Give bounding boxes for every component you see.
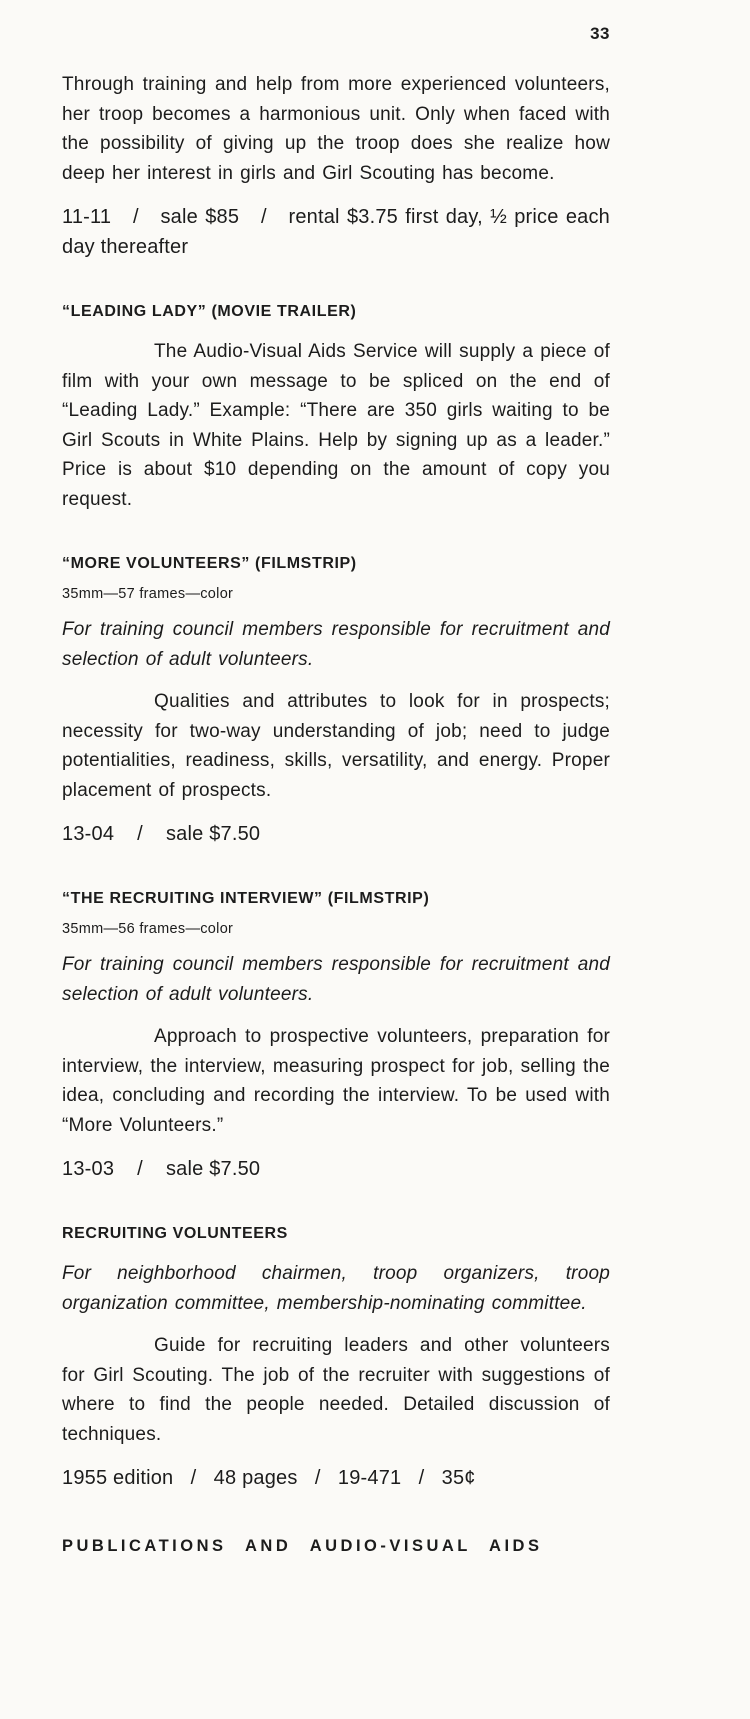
- section-more-volunteers: [62, 554, 610, 849]
- section-heading: RECRUITING VOLUNTEERS: [62, 1225, 288, 1242]
- catalog-price-line: 1955 edition / 48 pages / 19-471 / 35¢: [62, 1467, 476, 1489]
- audience-note: For neighborhood chairmen, troop organizers, troop organization committee, membership-nominating committee.: [62, 1263, 610, 1314]
- intro-paragraph: Through training and help from more experienced volunteers, her troop becomes a harmonious unit. Only when faced with the possibility of giving up the troop does she realize how deep her interest in girls and Girl Scouting has become.: [62, 74, 610, 184]
- filmstrip-spec-line: 35mm—57 frames—color: [62, 586, 234, 602]
- running-footer-title: PUBLICATIONS AND AUDIO-VISUAL AIDS: [62, 1537, 543, 1555]
- section-body: Approach to prospective volunteers, preparation for interview, the interview, measuring prospect for job, selling the idea, concluding and recording the interview. To be used with “More Volunteers.”: [62, 1026, 610, 1136]
- catalog-price-line: 13-04 / sale $7.50: [62, 823, 261, 845]
- section-heading: “MORE VOLUNTEERS” (FILMSTRIP): [62, 555, 357, 572]
- section-recruiting-interview: [62, 889, 610, 1184]
- intro-price-line: 11-11 / sale $85 / rental $3.75 first day, ½ price each day thereafter: [62, 206, 616, 258]
- audience-note: For training council members responsible for recruitment and selection of adult volunteers.: [62, 619, 610, 670]
- page-number: 33: [590, 24, 610, 43]
- filmstrip-spec-line: 35mm—56 frames—color: [62, 921, 234, 937]
- section-body: Guide for recruiting leaders and other volunteers for Girl Scouting. The job of the recruiter with suggestions of where to find the people needed. Detailed discussion of techniques.: [62, 1335, 610, 1445]
- section-recruiting-volunteers: [62, 1224, 610, 1493]
- catalog-price-line: 13-03 / sale $7.50: [62, 1158, 261, 1180]
- section-body: The Audio-Visual Aids Service will supply a piece of film with your own message to be spliced on the end of “Leading Lady.” Example: “There are 350 girls waiting to be Girl Scouts in White Plains. Help by signing up as a leader.” Price is about $10 depending on the amount of copy you request.: [62, 341, 610, 510]
- section-heading: “THE RECRUITING INTERVIEW” (FILMSTRIP): [62, 890, 430, 907]
- section-heading: “LEADING LADY” (MOVIE TRAILER): [62, 303, 357, 320]
- section-leading-lady: [62, 302, 610, 514]
- audience-note: For training council members responsible for recruitment and selection of adult volunteers.: [62, 954, 610, 1005]
- section-body: Qualities and attributes to look for in prospects; necessity for two-way understanding of job; need to judge potentialities, readiness, skills, versatility, and energy. Proper placement of prospects.: [62, 691, 610, 801]
